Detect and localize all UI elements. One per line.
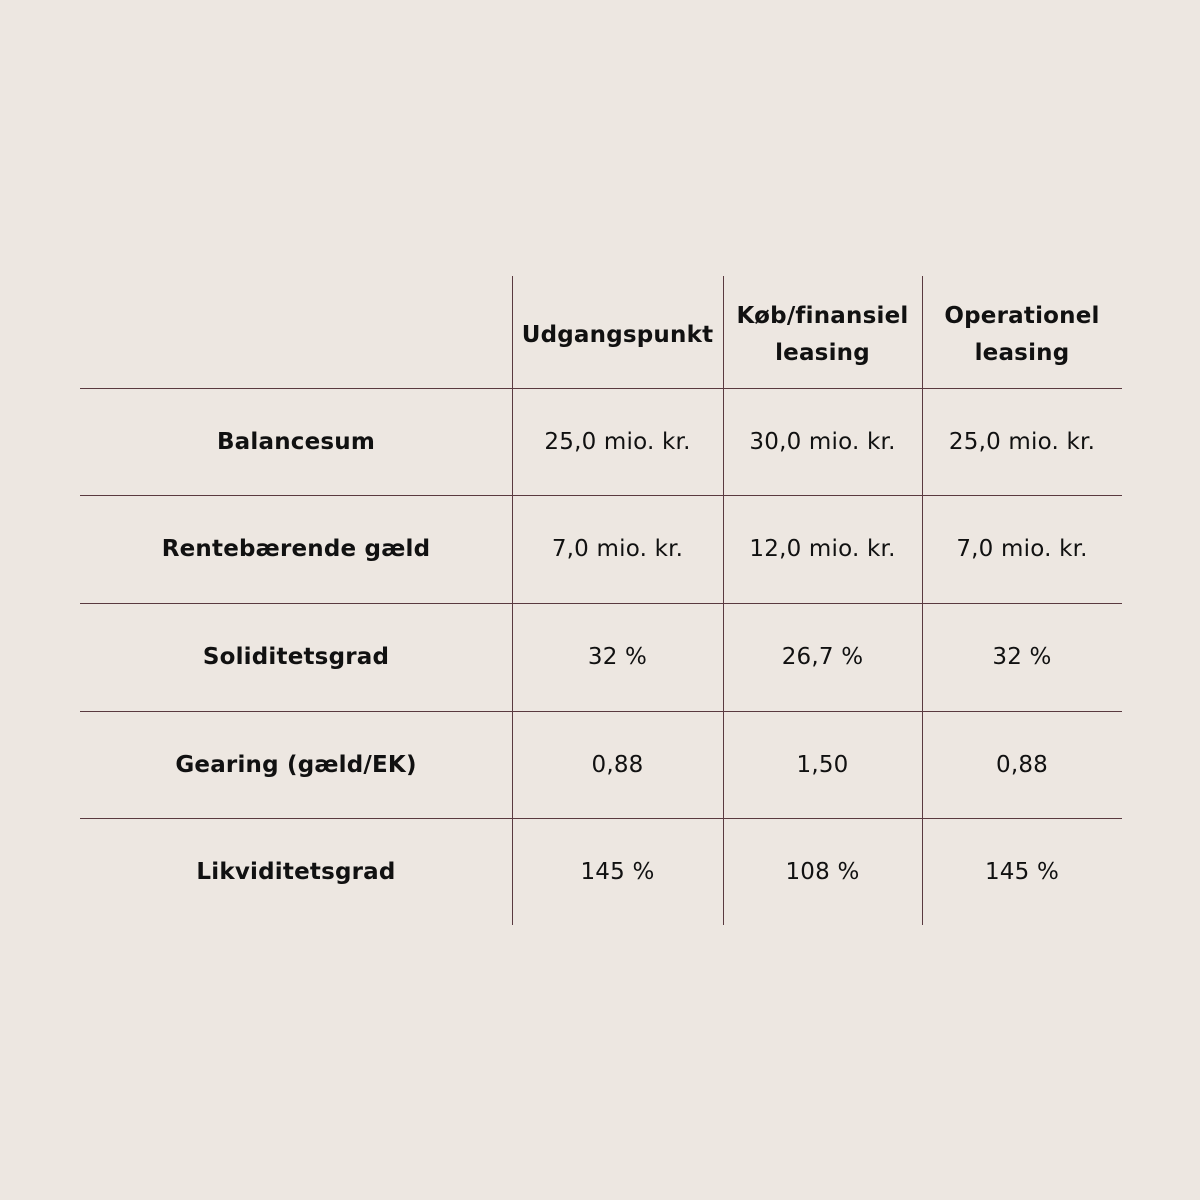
value-cell xyxy=(922,818,1122,925)
cell-value: 0,88 xyxy=(591,751,644,778)
cell-value: 25,0 mio. kr. xyxy=(544,428,691,455)
cell-value: 145 % xyxy=(984,858,1060,885)
row-label: Soliditetsgrad xyxy=(202,644,390,670)
row-label-cell xyxy=(80,603,512,711)
cell-value: 30,0 mio. kr. xyxy=(749,428,896,455)
column-divider xyxy=(723,276,724,925)
row-divider xyxy=(80,711,1122,712)
table-row xyxy=(80,388,1122,495)
row-label: Gearing (gæld/EK) xyxy=(175,751,417,778)
cell-value: 26,7 % xyxy=(781,644,864,670)
cell-value: 1,50 xyxy=(796,751,849,778)
row-divider xyxy=(80,818,1122,819)
table-row xyxy=(80,495,1122,603)
value-cell xyxy=(512,388,723,495)
value-cell xyxy=(922,711,1122,818)
table-header-row xyxy=(80,276,1122,388)
value-cell xyxy=(723,603,922,711)
row-label-cell xyxy=(80,495,512,603)
header-cell-koeb-finansiel-leasing xyxy=(723,276,922,388)
table-row xyxy=(80,818,1122,925)
cell-value: 145 % xyxy=(580,858,655,885)
row-divider xyxy=(80,603,1122,604)
cell-value: 25,0 mio. kr. xyxy=(948,428,1096,455)
value-cell xyxy=(723,388,922,495)
column-header-operationel-leasing: Operationel leasing xyxy=(944,303,1100,366)
column-header-udgangspunkt: Udgangspunkt xyxy=(521,321,714,348)
table-row xyxy=(80,603,1122,711)
cell-value: 0,88 xyxy=(995,751,1048,778)
value-cell xyxy=(922,388,1122,495)
header-cell-udgangspunkt xyxy=(512,276,723,388)
row-divider xyxy=(80,495,1122,496)
column-divider xyxy=(922,276,923,925)
value-cell xyxy=(512,711,723,818)
value-cell xyxy=(922,603,1122,711)
column-header-koeb-finansiel-leasing: Køb/finansiel leasing xyxy=(736,303,909,366)
value-cell xyxy=(723,818,922,925)
cell-value: 32 % xyxy=(587,644,648,670)
cell-value: 32 % xyxy=(992,644,1052,670)
row-label-cell xyxy=(80,388,512,495)
value-cell xyxy=(512,495,723,603)
row-label: Likviditetsgrad xyxy=(196,858,396,885)
header-cell-operationel-leasing xyxy=(922,276,1122,388)
row-divider xyxy=(80,388,1122,389)
value-cell xyxy=(723,711,922,818)
cell-value: 12,0 mio. kr. xyxy=(749,536,896,562)
value-cell xyxy=(512,603,723,711)
row-label: Rentebærende gæld xyxy=(161,536,431,562)
row-label-cell xyxy=(80,818,512,925)
row-label-cell xyxy=(80,711,512,818)
cell-value: 7,0 mio. kr. xyxy=(956,536,1088,562)
value-cell xyxy=(512,818,723,925)
table-row xyxy=(80,711,1122,818)
row-label: Balancesum xyxy=(216,428,376,455)
header-cell-empty xyxy=(80,276,512,388)
value-cell xyxy=(922,495,1122,603)
cell-value: 7,0 mio. kr. xyxy=(551,536,684,562)
column-divider xyxy=(512,276,513,925)
value-cell xyxy=(723,495,922,603)
cell-value: 108 % xyxy=(785,858,860,885)
comparison-table xyxy=(80,276,1122,925)
